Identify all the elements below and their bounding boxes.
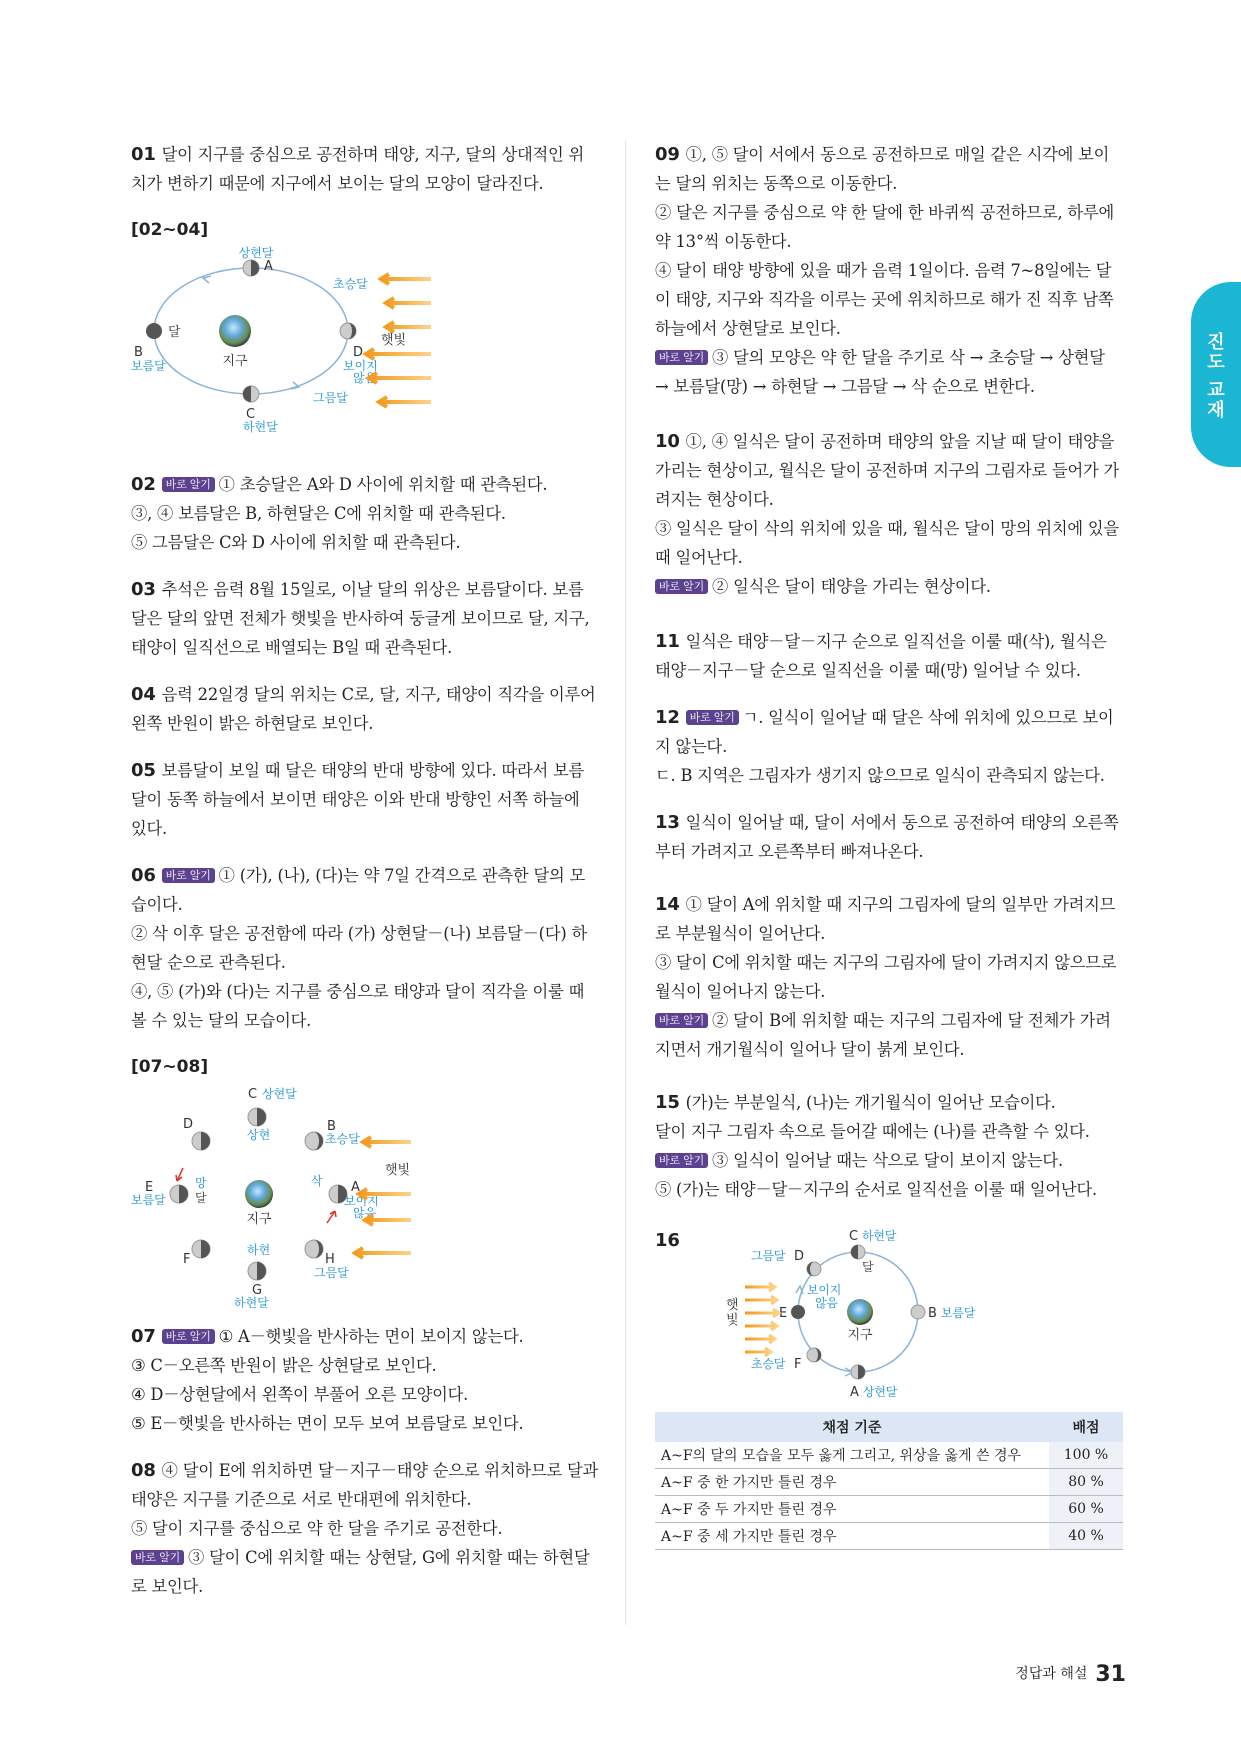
answer-text: 일식은 태양－달－지구 순으로 일직선을 이룰 때(삭), 월식은 태양－지구－달 순으로 일직선을 이룰 때(망) 일어날 수 있다. — [655, 632, 1107, 680]
answer-text: ⑤ 달이 지구를 중심으로 약 한 달을 주기로 공전한다. — [131, 1519, 503, 1538]
answer-04 — [131, 680, 599, 738]
third-quarter-label: 하현달 — [243, 420, 278, 434]
position-E-label: E — [145, 1180, 154, 1195]
moon-word: 달 — [862, 1260, 874, 1274]
first-quarter-label: 상현달 — [262, 1087, 297, 1101]
answer-text: ③ 달이 C에 위치할 때는 상현달, G에 위치할 때는 하현달로 보인다. — [131, 1548, 590, 1596]
moon-E — [791, 1305, 805, 1319]
answer-01 — [131, 140, 599, 198]
answer-text: ① 초승달은 A와 D 사이에 위치할 때 관측된다. — [218, 475, 548, 494]
answer-text: ④ D－상현달에서 왼쪽이 부풀어 오른 모양이다. — [131, 1385, 469, 1404]
not-visible-label: 보이지 — [807, 1283, 842, 1297]
position-E-label: E — [779, 1306, 788, 1321]
chapter-side-tab — [1191, 282, 1241, 467]
question-number: 11 — [655, 631, 680, 652]
answer-text: ② 달은 지구를 중심으로 약 한 달에 한 바퀴씩 공전하므로, 하루에 약 13°씩 이동한다. — [655, 203, 1115, 251]
score-cell: 80 % — [1049, 1469, 1123, 1496]
sunlight-label: 햇빛 — [385, 1163, 411, 1178]
answer-03 — [131, 575, 599, 662]
answer-05 — [131, 756, 599, 843]
third-quarter-label: 하현달 — [234, 1296, 269, 1308]
moon-F — [192, 1240, 210, 1258]
answer-02 — [131, 470, 599, 557]
moon-A — [851, 1365, 865, 1379]
answer-10 — [655, 427, 1123, 601]
first-quarter-label: 상현달 — [863, 1385, 898, 1399]
position-A-label: A — [351, 1180, 360, 1195]
answer-text: ① 달이 A에 위치할 때 지구의 그림자에 달의 일부만 가려지므로 부분월식이 일어난다. — [655, 895, 1116, 943]
waxing-crescent-label: 초승달 — [333, 277, 368, 291]
answer-text: ③ 일식은 달이 삭의 위치에 있을 때, 월식은 달이 망의 위치에 있을 때 일어난다. — [655, 519, 1119, 567]
answer-text: ③ 달의 모양은 약 한 달을 주기로 삭 → 초승달 → 상현달 → 보름달(망) → 하현달 → 그믐달 → 삭 순으로 변한다. — [655, 348, 1105, 396]
question-number: 05 — [131, 760, 156, 781]
quick-check-badge: 바로 알기 — [131, 1550, 184, 1565]
answer-text: ①, ⑤ 달이 서에서 동으로 공전하므로 매일 같은 시각에 보이는 달의 위치는 동쪽으로 이동한다. — [655, 145, 1110, 193]
answer-text: 일식이 일어날 때, 달이 서에서 동으로 공전하여 태양의 오른쪽부터 가려지고 오른쪽부터 빠져나온다. — [655, 813, 1119, 861]
answer-text: ① A－햇빛을 반사하는 면이 보이지 않는다. — [218, 1327, 524, 1346]
score-cell: 100 % — [1049, 1442, 1123, 1469]
column-divider — [625, 140, 626, 1625]
answer-text: ①, ④ 일식은 달이 공전하며 태양의 앞을 지날 때 달이 태양을 가리는 현상이고, 월식은 달이 공전하며 지구의 그림자로 들어가 가려지는 현상이다. — [655, 432, 1120, 509]
position-A-label: A — [850, 1385, 859, 1400]
table-row — [655, 1469, 1123, 1496]
position-F-label: F — [794, 1357, 802, 1372]
waxing-crescent-label: 초승달 — [751, 1357, 786, 1371]
quick-check-badge: 바로 알기 — [162, 868, 215, 883]
not-visible-label: 않음 — [815, 1296, 838, 1310]
moon-G — [248, 1262, 266, 1280]
left-column — [131, 140, 599, 1619]
waning-crescent-label: 그믐달 — [313, 391, 348, 405]
moon-D — [807, 1262, 821, 1276]
answer-text: 추석은 음력 8월 15일로, 이날 달의 위상은 보름달이다. 보름달은 달의 앞면 전체가 햇빛을 반사하여 둥글게 보이므로 달, 지구, 태양이 일직선으로 배열되는 B일 때 관측된다. — [131, 580, 590, 657]
earth-label: 지구 — [847, 1328, 873, 1343]
answer-text: ③ 일식이 일어날 때는 삭으로 달이 보이지 않는다. — [712, 1151, 1063, 1170]
page-footer — [1015, 1662, 1126, 1687]
sunlight-label: 빛 — [726, 1313, 739, 1328]
question-number: 07 — [131, 1326, 156, 1347]
question-number: 16 — [655, 1230, 680, 1251]
answer-text: ⑤ E－햇빛을 반사하는 면이 모두 보여 보름달로 보인다. — [131, 1414, 524, 1433]
section-heading-02-04: [02~04] — [131, 220, 209, 240]
third-quarter-label: 하현달 — [862, 1229, 897, 1243]
earth-label: 지구 — [246, 1212, 272, 1227]
waning-crescent-label: 그믐달 — [314, 1266, 349, 1280]
earth-icon — [245, 1180, 273, 1208]
table-header-row — [655, 1412, 1123, 1442]
score-header: 배점 — [1049, 1412, 1123, 1442]
position-F-label: F — [183, 1252, 191, 1267]
moon-B — [305, 1132, 323, 1150]
score-cell: 60 % — [1049, 1496, 1123, 1523]
moon-F — [807, 1348, 821, 1362]
full-moon-label: 보름달 — [131, 359, 166, 373]
answer-text: ⑤ 그믐달은 C와 D 사이에 위치할 때 관측된다. — [131, 533, 461, 552]
position-B-label: B — [327, 1119, 336, 1134]
orbit-direction-arrow — [327, 1211, 336, 1223]
answer-text: (가)는 부분일식, (나)는 개기월식이 일어난 모습이다. — [685, 1093, 1056, 1112]
question-number: 13 — [655, 812, 680, 833]
answer-text: ④ 달이 태양 방향에 있을 때가 음력 1일이다. 음력 7~8일에는 달이 태양, 지구와 직각을 이루는 곳에 위치하므로 해가 진 직후 남쪽 하늘에서 상현달로 보인다. — [655, 261, 1114, 338]
quick-check-badge: 바로 알기 — [162, 477, 215, 492]
position-H-label: H — [325, 1252, 335, 1267]
position-D-label: D — [794, 1249, 804, 1264]
page-number: 31 — [1095, 1662, 1126, 1687]
answer-12 — [655, 703, 1123, 790]
answer-text: ② 일식은 달이 태양을 가리는 현상이다. — [712, 577, 991, 596]
answer-14 — [655, 890, 1123, 1064]
answer-text: 달이 지구를 중심으로 공전하며 태양, 지구, 달의 상대적인 위치가 변하기 때문에 지구에서 보이는 달의 모양이 달라진다. — [131, 145, 585, 193]
moon-word: 달 — [168, 325, 181, 340]
right-column — [655, 140, 1123, 1550]
position-A-label: A — [264, 259, 273, 274]
moon-C — [248, 1108, 266, 1126]
answer-text: 보름달이 보일 때 달은 태양의 반대 방향에 있다. 따라서 보름달이 동쪽 하늘에서 보이면 태양은 이와 반대 방향인 서쪽 하늘에 있다. — [131, 761, 585, 838]
moon-H — [305, 1240, 323, 1258]
score-cell: 40 % — [1049, 1523, 1123, 1550]
moon-C — [243, 386, 259, 402]
answer-text: ③ C－오른쪽 반원이 밝은 상현달로 보인다. — [131, 1356, 437, 1375]
answer-text: ③, ④ 보름달은 B, 하현달은 C에 위치할 때 관측된다. — [131, 504, 506, 523]
answer-text: ③ 달이 C에 위치할 때는 지구의 그림자에 달이 가려지지 않으므로 월식이 일어나지 않는다. — [655, 953, 1117, 1001]
answer-13 — [655, 808, 1123, 866]
answer-text: ㄷ. B 지역은 그림자가 생기지 않으므로 일식이 관측되지 않는다. — [655, 766, 1105, 785]
quick-check-badge: 바로 알기 — [655, 1153, 708, 1168]
moon-orbit-diagram-2 — [131, 1083, 599, 1308]
question-number: 02 — [131, 474, 156, 495]
answer-text: ② 삭 이후 달은 공전함에 따라 (가) 상현달－(나) 보름달－(다) 하현달 순으로 관측된다. — [131, 924, 588, 972]
table-row — [655, 1523, 1123, 1550]
full-moon-label: 보름달 — [941, 1306, 976, 1320]
moon-B — [911, 1305, 925, 1319]
answer-16 — [655, 1226, 1123, 1406]
not-visible-label: 않음 — [353, 1206, 377, 1220]
answer-text: ① (가), (나), (다)는 약 7일 간격으로 관측한 달의 모습이다. — [131, 866, 585, 914]
answer-text: ④, ⑤ (가)와 (다)는 지구를 중심으로 태양과 달이 직각을 이룰 때 볼 수 있는 달의 모습이다. — [131, 982, 585, 1030]
moon-D — [192, 1132, 210, 1150]
question-number: 03 — [131, 579, 156, 600]
chapter-tab-label: 진도 교재 — [1204, 332, 1225, 421]
quick-check-badge: 바로 알기 — [162, 1329, 215, 1344]
moon-B — [146, 323, 162, 339]
first-quarter-label: 상현달 — [238, 246, 274, 260]
criteria-cell: A~F의 달의 모습을 모두 옳게 그리고, 위상을 옳게 쓴 경우 — [655, 1442, 1049, 1469]
moon-D — [340, 323, 356, 339]
section-heading-07-08: [07~08] — [131, 1057, 209, 1077]
question-number: 08 — [131, 1460, 156, 1481]
answer-text: 음력 22일경 달의 위치는 C로, 달, 지구, 태양이 직각을 이루어 왼쪽 반원이 밝은 하현달로 보인다. — [131, 685, 596, 733]
table-row — [655, 1442, 1123, 1469]
quick-check-badge: 바로 알기 — [655, 579, 708, 594]
question-number: 14 — [655, 894, 680, 915]
answer-text: 달이 지구 그림자 속으로 들어갈 때에는 (나)를 관측할 수 있다. — [655, 1122, 1090, 1141]
new-moon-label: 삭 — [311, 1174, 323, 1188]
answer-08 — [131, 1456, 599, 1601]
position-G-label: G — [252, 1283, 263, 1298]
position-B-label: B — [928, 1306, 937, 1321]
not-visible-label: 않음 — [353, 371, 377, 385]
footer-label: 정답과 해설 — [1015, 1666, 1088, 1682]
sunlight-label: 햇빛 — [381, 333, 407, 348]
moon-C — [851, 1245, 865, 1259]
answer-09 — [655, 140, 1123, 401]
position-C-label: C — [246, 407, 256, 422]
not-visible-label: 보이지 — [344, 1194, 379, 1208]
earth-icon — [847, 1299, 873, 1325]
quick-check-badge: 바로 알기 — [686, 710, 739, 725]
sunlight-arrows — [745, 1283, 779, 1356]
answer-07 — [131, 1322, 599, 1438]
full-moon-short-label: 망 — [195, 1176, 207, 1190]
question-number: 06 — [131, 865, 156, 886]
moon-word: 달 — [195, 1191, 207, 1205]
moon-A — [243, 260, 259, 276]
position-D-label: D — [353, 345, 364, 360]
question-number: 04 — [131, 684, 156, 705]
question-number: 09 — [655, 144, 680, 165]
orbit-arrow — [796, 1286, 803, 1294]
waxing-crescent-label: 초승달 — [325, 1132, 360, 1146]
orbit-direction-arrow — [176, 1168, 183, 1181]
quick-check-badge: 바로 알기 — [655, 1013, 708, 1028]
answer-text: ④ 달이 E에 위치하면 달－지구－태양 순으로 위치하므로 달과 태양은 지구를 기준으로 서로 반대편에 위치한다. — [131, 1461, 599, 1509]
earth-icon — [219, 315, 251, 347]
question-number: 01 — [131, 144, 156, 165]
moon-orbit-diagram-3 — [695, 1226, 1015, 1406]
sunlight-label: 햇 — [726, 1298, 739, 1313]
earth-label: 지구 — [222, 354, 248, 369]
position-D-label: D — [183, 1117, 194, 1132]
not-visible-label: 보이지 — [343, 359, 378, 373]
full-moon-label: 보름달 — [131, 1193, 166, 1207]
question-number: 12 — [655, 707, 680, 728]
answer-06 — [131, 861, 599, 1035]
orbit-arrow — [291, 382, 299, 389]
position-B-label: B — [134, 345, 143, 360]
answer-text: ② 달이 B에 위치할 때는 지구의 그림자에 달 전체가 가려지면서 개기월식이 일어나 달이 붉게 보인다. — [655, 1011, 1111, 1059]
question-number: 15 — [655, 1092, 680, 1113]
third-quarter-arc-label: 하현 — [247, 1243, 271, 1257]
quick-check-badge: 바로 알기 — [655, 350, 708, 365]
answer-text: ⑤ (가)는 태양－달－지구의 순서로 일직선을 이룰 때 일어난다. — [655, 1180, 1097, 1199]
waning-crescent-label: 그믐달 — [751, 1249, 786, 1263]
position-C-label: C — [849, 1229, 858, 1244]
criteria-cell: A~F 중 세 가지만 틀린 경우 — [655, 1523, 1049, 1550]
orbit-arrow — [203, 276, 211, 283]
moon-E — [170, 1185, 188, 1203]
position-C-label: C — [248, 1087, 258, 1102]
scoring-table — [655, 1412, 1123, 1550]
question-number: 10 — [655, 431, 680, 452]
answer-11 — [655, 627, 1123, 685]
criteria-cell: A~F 중 두 가지만 틀린 경우 — [655, 1496, 1049, 1523]
answer-text: ㄱ. 일식이 일어날 때 달은 삭에 위치에 있으므로 보이지 않는다. — [655, 708, 1114, 756]
moon-orbit-diagram-1 — [131, 246, 599, 456]
first-quarter-arc-label: 상현 — [247, 1128, 271, 1142]
answer-15 — [655, 1088, 1123, 1204]
criteria-cell: A~F 중 한 가지만 틀린 경우 — [655, 1469, 1049, 1496]
criteria-header: 채점 기준 — [655, 1412, 1049, 1442]
sunlight-arrows — [355, 1137, 411, 1258]
table-row — [655, 1496, 1123, 1523]
